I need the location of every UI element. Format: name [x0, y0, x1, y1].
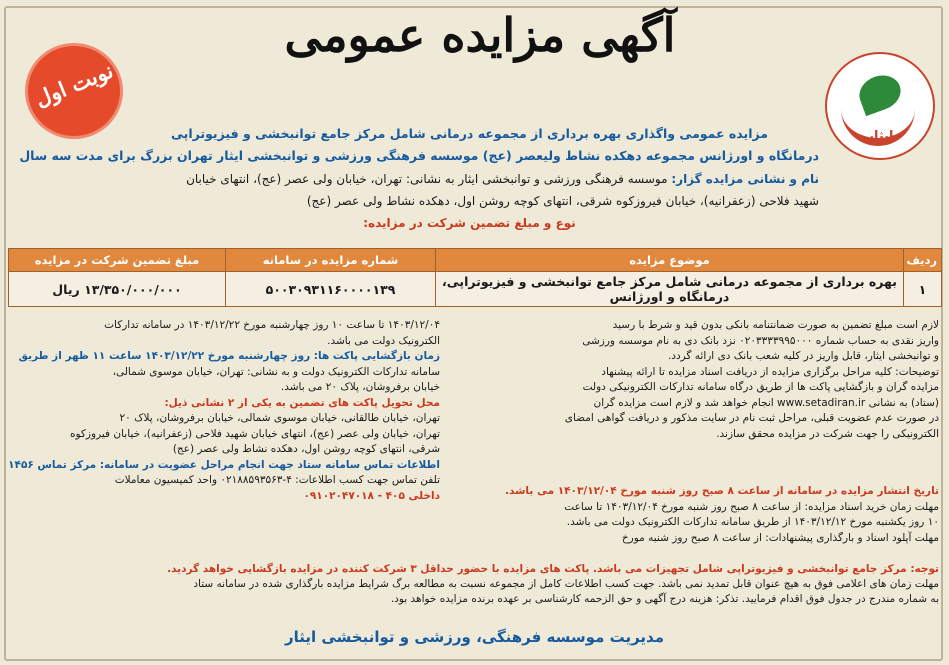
text-line: داخلی ۴۰۵ - ۰۹۱۰۲۰۴۷۰۱۸: [303, 489, 440, 502]
dates-text: [13, 484, 939, 546]
first-round-badge: [28, 46, 120, 136]
table-header-row: [9, 249, 942, 272]
note-line: به شماره مندرج در جدول فوق اقدام فرمایید. تذکر: هزینه درج آگهی و حق الزحمه کارشناسی بر عهده برنده مزایده خواهد بود.: [390, 593, 939, 605]
auction-table: [8, 248, 942, 307]
cell-subject: بهره برداری از مجموعه درمانی شامل مرکز جامع توانبخشی و فیزیوتراپی، درمانگاه و اورژانس: [436, 272, 904, 307]
isar-logo: [825, 52, 935, 160]
text-line: تاریخ انتشار مزایده در سامانه از ساعت ۸ صبح روز شنبه مورخ ۱۴۰۳/۱۲/۰۴ می باشد.: [505, 485, 939, 497]
left-column-text: [8, 318, 440, 504]
text-line: تهران، خیابان طالقانی، خیابان موسوی شمالی، خیابان برفروشان، پلاک ۲۰: [119, 412, 440, 424]
text-line: توضیحات: کلیه مراحل برگزاری مزایده از دریافت اسناد مزایده تا ارائه پیشنهاد: [601, 365, 939, 378]
text-line: مهلت زمان خرید اسناد مزایده: از ساعت ۸ صبح روز شنبه مورخ ۱۴۰۳/۱۲/۰۴ تا ساعت: [564, 500, 939, 513]
text-line: لازم است مبلغ تضمین به صورت ضمانتنامه بانکی بدون قید و شرط با رسید: [612, 319, 939, 331]
text-line: سامانه تدارکات الکترونیک دولت و به نشانی: تهران، خیابان موسوی شمالی،: [112, 365, 440, 378]
subtitle-line-1: مزایده عمومی واگذاری بهره برداری از مجموعه درمانی شامل مرکز جامع توانبخشی و فیزیوتراپی: [170, 126, 769, 141]
text-line: اطلاعات تماس سامانه ستاد جهت انجام مراحل عضویت در سامانه: مرکز تماس ۱۴۵۶: [8, 458, 440, 471]
text-line: واریز نقدی به حساب شماره ۰۲۰۳۳۳۳۹۹۵۰۰۰ نزد بانک دی به نام موسسه ورزشی: [582, 334, 939, 347]
text-line: ۱۰ روز یکشنبه مورخ ۱۴۰۳/۱۲/۱۲ از طریق سامانه تدارکات الکترونیک دولت می باشد.: [566, 516, 939, 528]
text-line: تهران، خیابان ولی عصر (عج)، انتهای خیابان شهید فلاحی (زعفرانیه)، خیابان فیروزکوه: [70, 427, 440, 440]
text-line: ۱۴۰۳/۱۲/۰۴ تا ساعت ۱۰ روز چهارشنبه مورخ ۱۴۰۳/۱۲/۲۲ در سامانه تدارکات: [104, 319, 440, 331]
footer-signature: مدیریت موسسه فرهنگی، ورزشی و توانبخشی ایثار: [284, 628, 665, 646]
organizer-line-2: شهید فلاحی (زعفرانیه)، خیابان فیروزکوه شرقی، انتهای کوچه روشن اول، دهکده نشاط ولی عصر (عج): [306, 194, 819, 208]
col-header-row-number: ردیف: [904, 249, 942, 272]
text-line: مزایده گران و بازگشایی پاکت ها از طریق درگاه سامانه تدارکات الکترونیکی دولت: [582, 381, 939, 393]
badge-label: نوبت اول: [31, 57, 117, 112]
right-column-text: [459, 318, 939, 442]
text-line: الکترونیک دولت می باشد.: [327, 334, 440, 347]
text-line: و توانبخشی ایثار، قابل واریز در کلیه شعب بانک دی ارائه گردد.: [667, 350, 939, 362]
subtitle-line-2: درمانگاه و اورژانس مجموعه دهکده نشاط ولیعصر (عج) موسسه فرهنگی ورزشی و توانبخشی ایثار تهران بزرگ برای مدت سه سال: [19, 148, 819, 163]
text-line: شرقی، انتهای کوچه روشن اول، دهکده نشاط ولی عصر (عج): [172, 443, 440, 455]
text-line: الکترونیکی را جهت شرکت در مزایده محقق سازند.: [716, 427, 939, 440]
text-line: تلفن تماس جهت کسب اطلاعات: ۴-۰۲۱۸۸۵۹۳۵۶۳ واحد کمیسیون معاملات: [114, 474, 440, 486]
col-header-guarantee-amount: مبلغ تضمین شرکت در مزایده: [9, 249, 226, 272]
text-line: در صورت عدم عضویت قبلی، مراحل ثبت نام در سایت مذکور و دریافت گواهی امضای: [564, 412, 939, 424]
text-line: خیابان برفروشان، پلاک ۲۰ می باشد.: [280, 381, 440, 393]
guarantee-heading: نوع و مبلغ تضمین شرکت در مزایده:: [363, 216, 576, 230]
cell-guarantee-amount: ۱۳/۳۵۰/۰۰۰/۰۰۰ ریال: [9, 272, 226, 307]
note-line: مهلت زمان های اعلامی فوق به هیچ عنوان قابل تمدید نمی باشد. جهت کسب اطلاعات کامل از مجموعه نسبت به مطالعه برگ شرایط مزایده بارگذاری شده در سامانه ستاد: [193, 578, 939, 590]
note-line: توجه: مرکز جامع توانبخشی و فیزیوتراپی شامل تجهیزات می باشد. پاکت های مزایده با حضور حداقل ۳ شرکت کننده در مزایده بازگشایی خواهد گردید.: [167, 563, 939, 575]
organizer-label: نام و نشانی مزایده گزار:: [671, 172, 819, 186]
col-header-subject: موضوع مزایده: [436, 249, 904, 272]
organizer-line-1: [120, 172, 819, 186]
text-line: زمان بازگشایی پاکت ها: روز چهارشنبه مورخ ۱۴۰۳/۱۲/۲۲ ساعت ۱۱ ظهر از طریق: [18, 350, 440, 362]
page-title: آگهی مزایده عمومی: [284, 8, 676, 62]
cell-row-number: ۱: [904, 272, 942, 307]
cell-auction-number: ۵۰۰۳۰۹۳۱۱۶۰۰۰۰۱۳۹: [226, 272, 436, 307]
text-line: مهلت آپلود اسناد و بارگذاری پیشنهادات: از ساعت ۸ صبح روز شنبه مورخ: [621, 531, 939, 544]
text-line: (ستاد) به نشانی www.setadiran.ir انجام خواهد شد و لازم است مزایده گران: [593, 396, 939, 409]
logo-label: ایثار: [866, 129, 894, 144]
organizer-text-1: موسسه فرهنگی ورزشی و توانبخشی ایثار به نشانی: تهران، خیابان ولی عصر (عج)، انتهای خیابان: [186, 172, 668, 186]
col-header-auction-number: شماره مزایده در سامانه: [226, 249, 436, 272]
text-line: محل تحویل پاکت های تضمین به یکی از ۲ نشانی ذیل:: [164, 396, 440, 409]
notes-block: [13, 562, 939, 607]
table-row: [9, 272, 942, 307]
